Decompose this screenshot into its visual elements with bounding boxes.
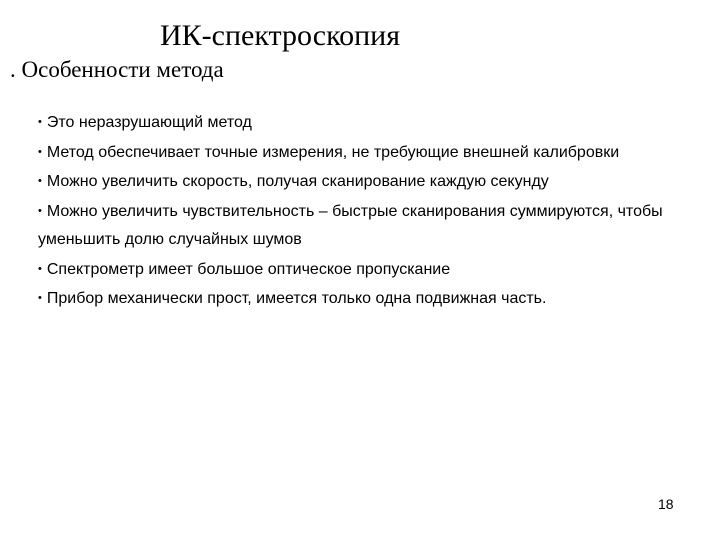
bullet-item-optical-throughput [38,255,678,285]
bullet-text: Метод обеспечивает точные измерения, не требующие внешней калибровки [46,143,620,161]
bullet-text: Можно увеличить скорость, получая сканирование каждую секунду [46,173,549,190]
bullet-dot-icon: • [38,175,42,187]
bullet-dot-icon: • [38,204,42,217]
bullet-item-mechanical-simplicity [38,284,678,314]
slide-title: ИК-спектроскопия [160,19,401,52]
slide-subtitle: . Особенности метода [10,57,224,82]
bullet-text: Спектрометр имеет большое оптическое пропускание [46,260,451,278]
bullet-item-speed [38,167,678,197]
bullet-item-sensitivity [38,197,678,255]
bullet-dot-icon: • [38,116,42,128]
bullet-item-non-destructive [38,108,678,138]
bullet-dot-icon: • [38,145,42,158]
bullet-dot-icon: • [38,262,42,275]
bullet-list [38,108,678,314]
bullet-text: Можно увеличить чувствительность – быстрые сканирования суммируются, чтобы уменьшить долю случайных шумов [38,202,663,248]
bullet-text: Прибор механически прост, имеется только одна подвижная часть. [46,290,547,307]
bullet-item-accurate-measurements [38,138,678,168]
bullet-text: Это неразрушающий метод [46,114,252,131]
page-number: 18 [658,496,674,512]
bullet-dot-icon: • [38,292,42,304]
